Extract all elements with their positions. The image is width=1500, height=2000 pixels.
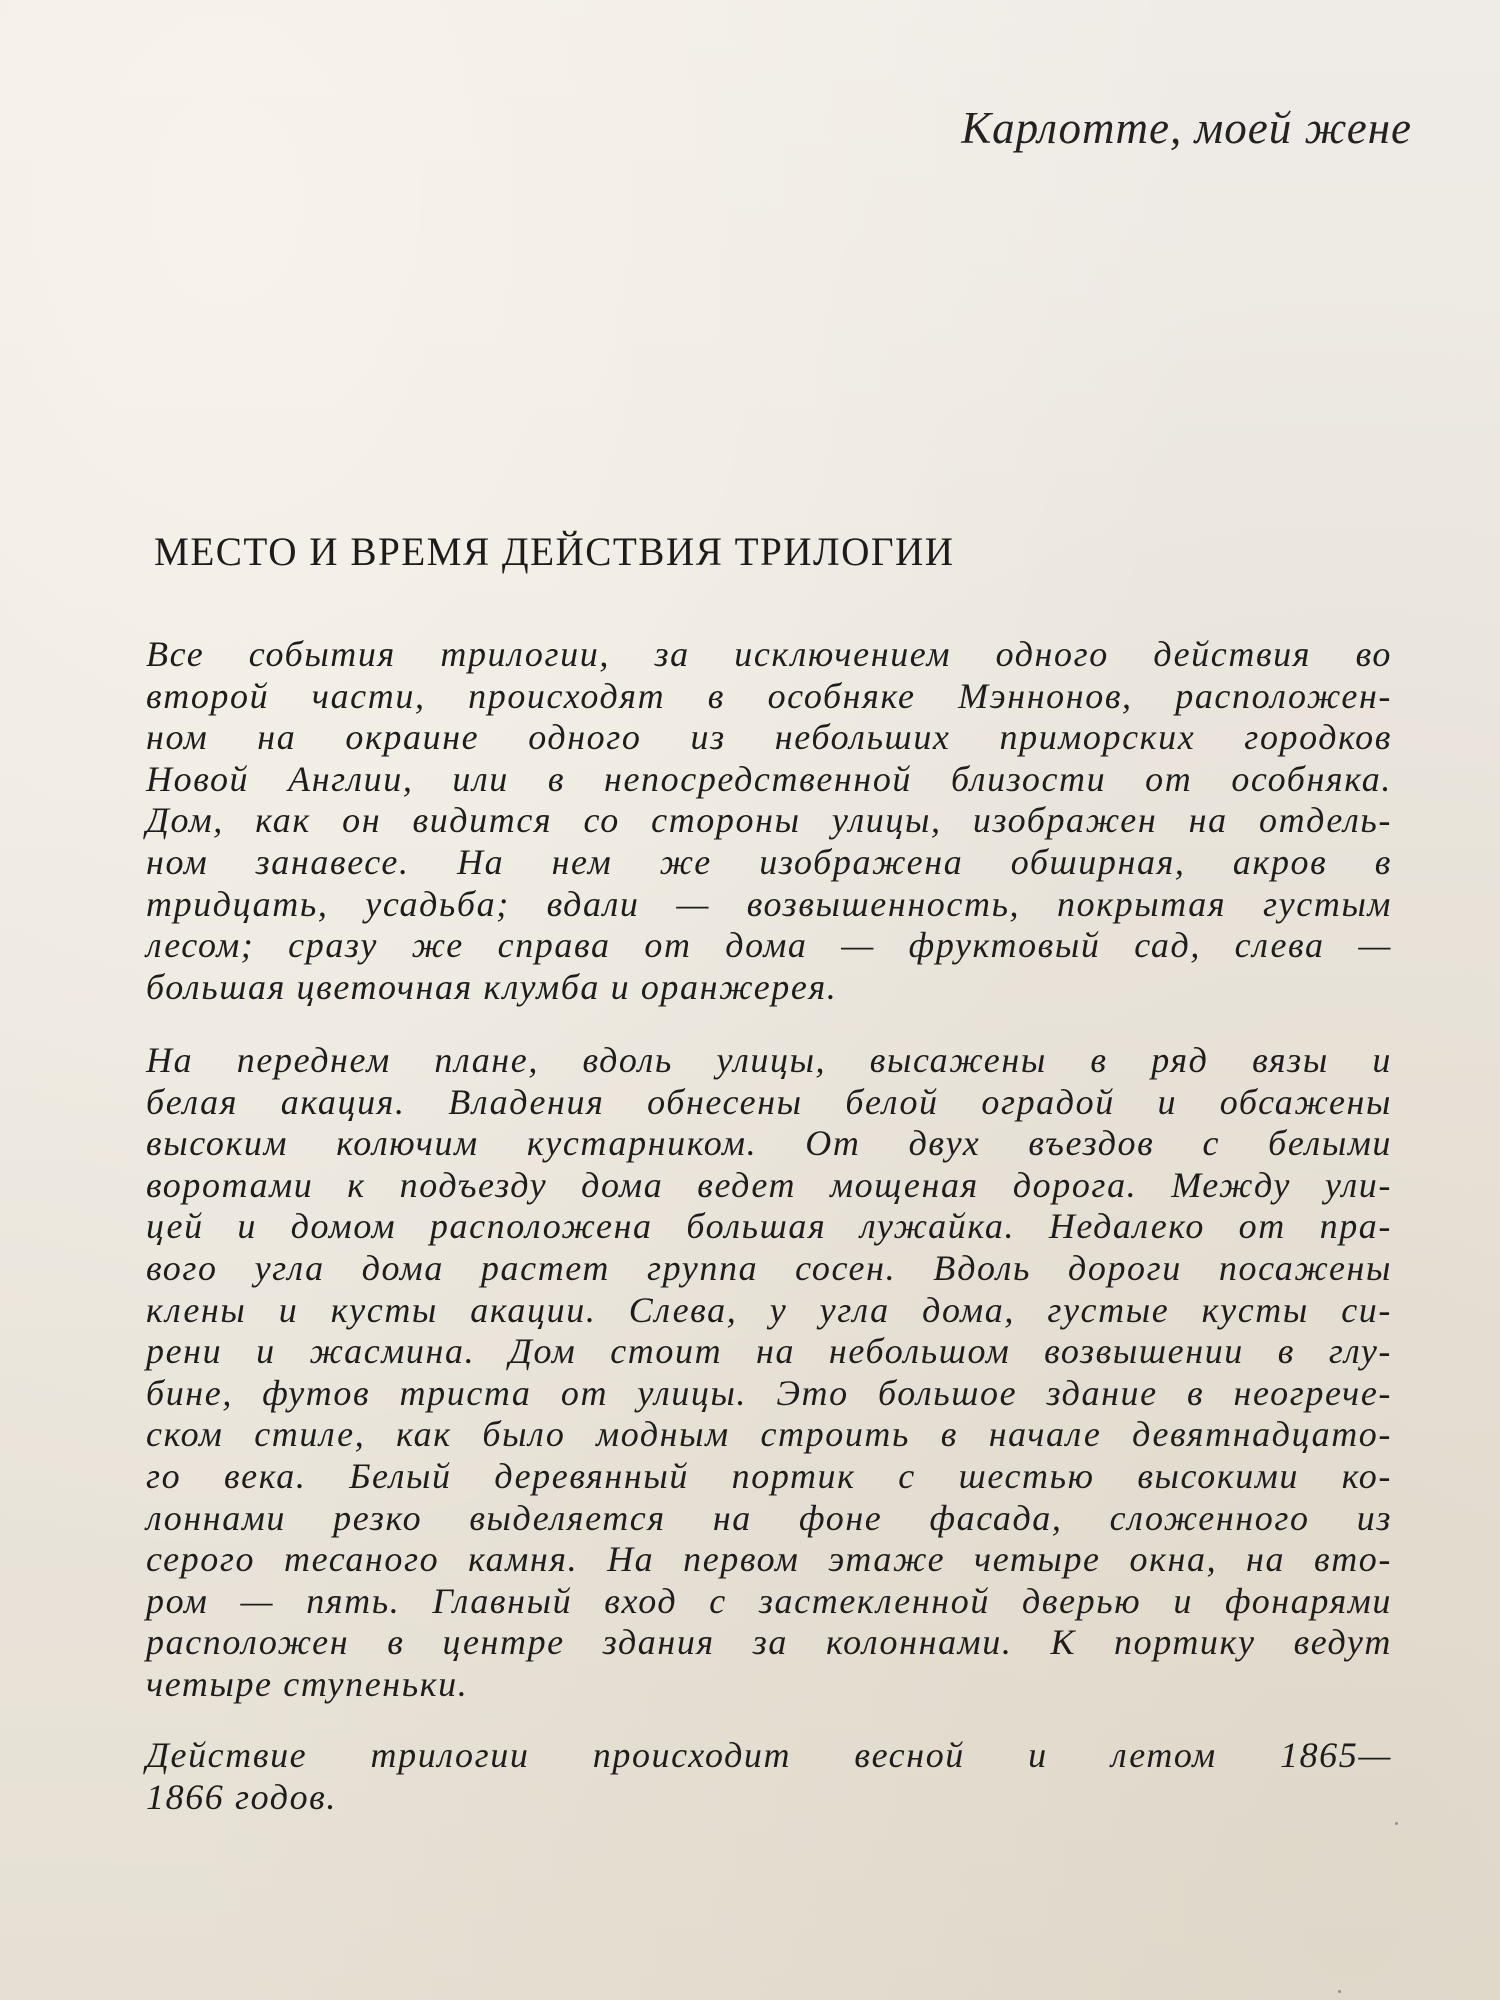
text-line: лесом; сразу же справа от дома — фруктовый сад, слева — (146, 925, 1392, 966)
text-line: большая цветочная клумба и оранжерея. (146, 966, 838, 1007)
text-line: цей и домом расположена большая лужайка. Недалеко от пра- (146, 1206, 1392, 1247)
paragraph-time-of-action (146, 1735, 1392, 1818)
text-line: На переднем плане, вдоль улицы, высажены в ряд вязы и (146, 1040, 1392, 1080)
text-line: тридцать, усадьба; вдали — возвышенность, покрытая густым (146, 883, 1392, 924)
paragraph-grounds-description (146, 1040, 1392, 1706)
text-line: Действие трилогии происходит весной и летом 1865— (146, 1735, 1392, 1775)
text-line: воротами к подъезду дома ведет мощеная дорога. Между ули- (146, 1164, 1392, 1205)
text-line: ром — пять. Главный вход с застекленной дверью и фонарями (146, 1580, 1392, 1621)
dedication: Карлотте, моей жене (961, 103, 1412, 153)
text-line: Все события трилогии, за исключением одного действия во (146, 634, 1392, 674)
text-line: четыре ступеньки. (146, 1663, 469, 1704)
paragraph-setting (146, 634, 1392, 1008)
section-heading: МЕСТО И ВРЕМЯ ДЕЙСТВИЯ ТРИЛОГИИ (154, 529, 955, 574)
text-line: лоннами резко выделяется на фоне фасада, сложенного из (146, 1497, 1392, 1538)
paper-speck (985, 1555, 988, 1558)
text-line: ном занавесе. На нем же изображена обширная, акров в (146, 841, 1392, 882)
paper-speck (1395, 1822, 1398, 1825)
text-line: 1866 годов. (146, 1776, 338, 1817)
text-line: клены и кусты акации. Слева, у угла дома, густые кусты си- (146, 1289, 1392, 1330)
text-line: высоким колючим кустарником. От двух въездов с белыми (146, 1123, 1392, 1164)
text-line: рени и жасмина. Дом стоит на небольшом возвышении в глу- (146, 1331, 1392, 1372)
text-line: го века. Белый деревянный портик с шестью высокими ко- (146, 1455, 1392, 1496)
text-line: бине, футов триста от улицы. Это большое здание в неогрече- (146, 1372, 1392, 1413)
text-line: ском стиле, как было модным строить в начале девятнадцато- (146, 1414, 1392, 1455)
text-line: расположен в центре здания за колоннами. К портику ведут (146, 1622, 1392, 1663)
text-line: Новой Англии, или в непосредственной близости от особняка. (146, 758, 1392, 799)
paper-speck (1338, 1990, 1341, 1993)
text-line: Дом, как он видится со стороны улицы, изображен на отдель- (146, 800, 1392, 841)
text-line: второй части, происходят в особняке Мэннонов, расположен- (146, 675, 1392, 716)
text-line: серого тесаного камня. На первом этаже четыре окна, на вто- (146, 1539, 1392, 1580)
text-line: белая акация. Владения обнесены белой оградой и обсажены (146, 1081, 1392, 1122)
text-line: вого угла дома растет группа сосен. Вдоль дороги посажены (146, 1247, 1392, 1288)
text-line: ном на окраине одного из небольших приморских городков (146, 717, 1392, 758)
